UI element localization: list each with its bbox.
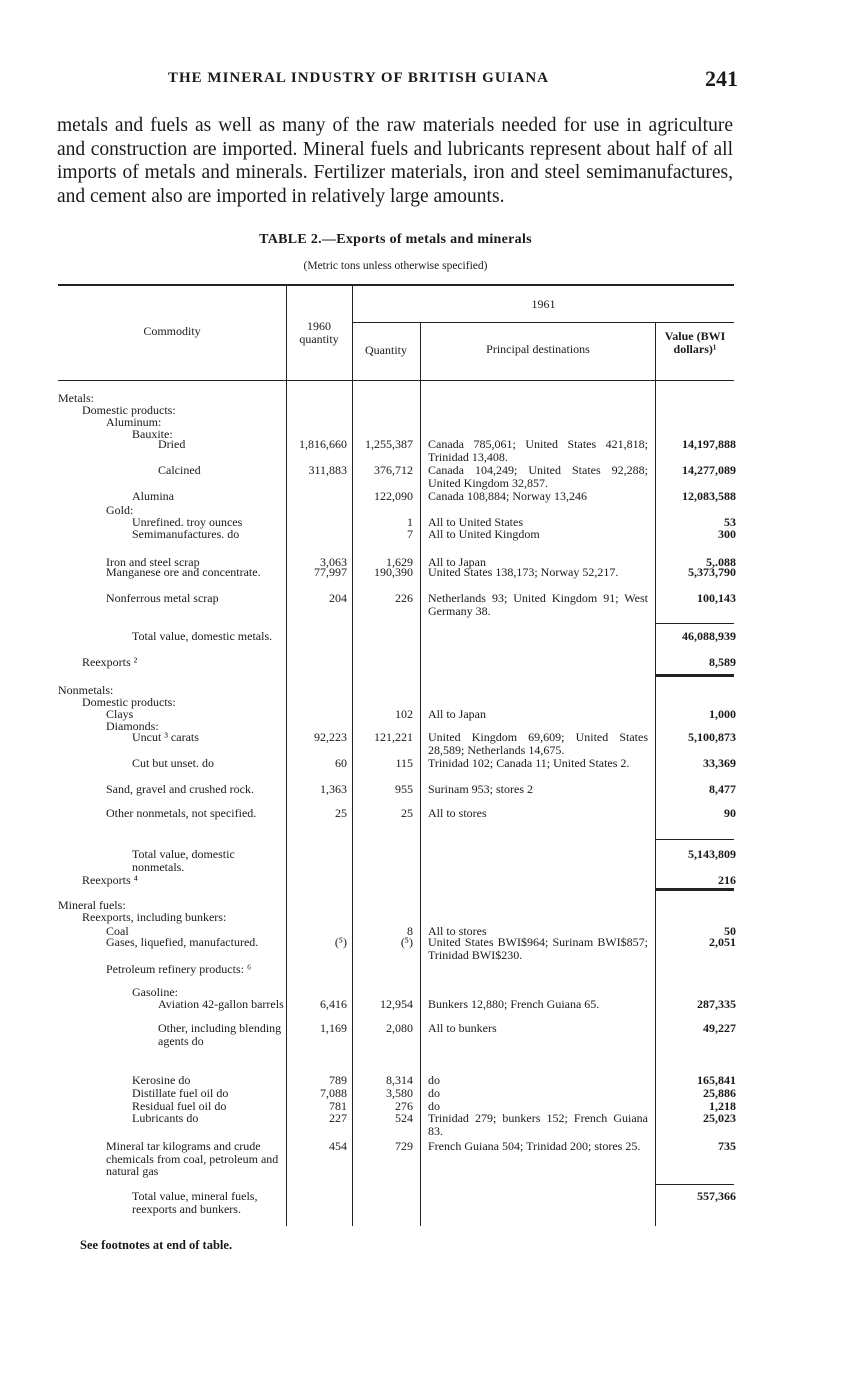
commodity-cell: Distillate fuel oil do xyxy=(132,1086,229,1100)
value-cell: 300 xyxy=(718,527,736,541)
commodity-cell: Gases, liquefied, manufactured. xyxy=(106,935,259,949)
commodity-cell: Coal xyxy=(106,924,129,938)
value-cell: 14,197,888 xyxy=(682,437,736,451)
footnote-reference: See footnotes at end of table. xyxy=(80,1238,233,1252)
destinations-cell: United States BWI$964; Surinam BWI$857; Trinidad BWI$230. xyxy=(428,935,648,962)
quantity-1961-cell: 729 xyxy=(395,1139,413,1153)
commodity-cell: Metals: xyxy=(58,391,94,405)
running-title: THE MINERAL INDUSTRY OF BRITISH GUIANA xyxy=(168,70,550,86)
quantity-1960-cell: 60 xyxy=(335,756,347,770)
commodity-cell: Manganese ore and concentrate. xyxy=(106,565,261,579)
quantity-1961-cell: 115 xyxy=(395,756,413,770)
quantity-1961-cell: 524 xyxy=(395,1111,413,1125)
year-1961-underline xyxy=(353,322,734,323)
commodity-cell: Dried xyxy=(158,437,186,451)
quantity-1960-cell: 311,883 xyxy=(308,463,347,477)
quantity-1960-cell: 3,063 xyxy=(320,555,347,569)
destinations-cell: French Guiana 504; Trinidad 200; stores 25. xyxy=(428,1139,641,1153)
value-cell: 5,.088 xyxy=(706,555,736,569)
commodity-cell: Reexports, including bunkers: xyxy=(82,910,227,924)
value-cell: 8,589 xyxy=(709,655,736,669)
commodity-cell: Bauxite: xyxy=(132,427,173,441)
table-caption: TABLE 2.—Exports of metals and minerals xyxy=(259,232,532,247)
commodity-cell: Gasoline: xyxy=(132,985,178,999)
total-rule xyxy=(656,1184,734,1185)
value-cell: 46,088,939 xyxy=(682,629,736,643)
commodity-cell: Petroleum refinery products: ⁶ xyxy=(106,962,252,976)
value-cell: 1,000 xyxy=(709,707,736,721)
destinations-cell: All to Japan xyxy=(428,555,486,569)
quantity-1961-cell: 226 xyxy=(395,591,413,605)
quantity-1960-cell: 1,169 xyxy=(320,1021,347,1035)
destinations-cell: do xyxy=(428,1086,440,1100)
quantity-1960-cell: 227 xyxy=(329,1111,347,1125)
commodity-cell: Unrefined. troy ounces xyxy=(132,515,243,529)
header-destinations: Principal destinations xyxy=(486,342,590,356)
value-cell: 12,083,588 xyxy=(682,489,736,503)
value-cell: 14,277,089 xyxy=(682,463,736,477)
quantity-1960-cell: 1,363 xyxy=(320,782,347,796)
quantity-1960-cell: 92,223 xyxy=(314,730,347,744)
total-rule xyxy=(656,839,734,840)
value-cell: 50 xyxy=(724,924,736,938)
commodity-cell: Sand, gravel and crushed rock. xyxy=(106,782,254,796)
commodity-cell: Total value, mineral fuels, reexports and bunkers. xyxy=(132,1189,258,1216)
value-cell: 165,841 xyxy=(697,1073,736,1087)
destinations-cell: United Kingdom 69,609; United States 28,589; Netherlands 14,675. xyxy=(428,730,648,757)
destinations-cell: Surinam 953; stores 2 xyxy=(428,782,533,796)
table-top-rule xyxy=(58,284,734,286)
commodity-cell: Nonmetals: xyxy=(58,683,114,697)
commodity-cell: Cut but unset. do xyxy=(132,756,215,770)
quantity-1960-cell: 454 xyxy=(329,1139,347,1153)
header-commodity: Commodity xyxy=(143,324,201,338)
commodity-cell: Mineral fuels: xyxy=(58,898,126,912)
destinations-cell: Bunkers 12,880; French Guiana 65. xyxy=(428,997,600,1011)
quantity-1961-cell: 121,221 xyxy=(374,730,413,744)
value-cell: 2,051 xyxy=(709,935,736,949)
quantity-1961-cell: 12,954 xyxy=(380,997,413,1011)
commodity-cell: Reexports ² xyxy=(82,655,138,669)
value-cell: 735 xyxy=(718,1139,736,1153)
quantity-1961-cell: 190,390 xyxy=(374,565,413,579)
quantity-1961-cell: 25 xyxy=(401,806,413,820)
value-cell: 25,023 xyxy=(703,1111,736,1125)
commodity-cell: Mineral tar kilograms and crude chemicals from coal, petroleum and natural gas xyxy=(106,1139,279,1178)
quantity-1961-cell: 1 xyxy=(407,515,413,529)
commodity-cell: Iron and steel scrap xyxy=(106,555,200,569)
total-rule xyxy=(656,623,734,624)
destinations-cell: Canada 104,249; United States 92,288; United Kingdom 32,857. xyxy=(428,463,648,490)
value-cell: 557,366 xyxy=(697,1189,736,1203)
value-cell: 90 xyxy=(724,806,736,820)
commodity-cell: Alumina xyxy=(132,489,174,503)
commodity-cell: Uncut ³ carats xyxy=(132,730,199,744)
destinations-cell: Trinidad 279; bunkers 152; French Guiana 83. xyxy=(428,1111,648,1138)
commodity-cell: Aviation 42-gallon barrels xyxy=(158,997,284,1011)
commodity-cell: Total value, domestic nonmetals. xyxy=(132,847,235,874)
quantity-1961-cell: 8,314 xyxy=(386,1073,413,1087)
header-1961: 1961 xyxy=(531,297,556,311)
header-bottom-rule xyxy=(58,380,734,381)
commodity-cell: Nonferrous metal scrap xyxy=(106,591,219,605)
quantity-1961-cell: 7 xyxy=(407,527,413,541)
value-cell: 1,218 xyxy=(709,1099,736,1113)
destinations-cell: All to United Kingdom xyxy=(428,527,540,541)
destinations-cell: All to bunkers xyxy=(428,1021,497,1035)
commodity-cell: Semimanufactures. do xyxy=(132,527,240,541)
header-1960-quantity: 1960 quantity xyxy=(299,319,339,346)
destinations-cell: All to stores xyxy=(428,924,487,938)
quantity-1961-cell: 276 xyxy=(395,1099,413,1113)
commodity-cell: Lubricants do xyxy=(132,1111,199,1125)
quantity-1961-cell: 102 xyxy=(395,707,413,721)
value-cell: 49,227 xyxy=(703,1021,736,1035)
commodity-cell: Calcined xyxy=(158,463,201,477)
table-subcaption: (Metric tons unless otherwise specified) xyxy=(303,260,488,272)
value-cell: 8,477 xyxy=(709,782,736,796)
commodity-cell: Total value, domestic metals. xyxy=(132,629,273,643)
value-cell: 25,886 xyxy=(703,1086,736,1100)
quantity-1961-cell: 8 xyxy=(407,924,413,938)
quantity-1960-cell: 7,088 xyxy=(320,1086,347,1100)
commodity-cell: Reexports ⁴ xyxy=(82,873,138,887)
quantity-1960-cell: 25 xyxy=(335,806,347,820)
quantity-1961-cell: 3,580 xyxy=(386,1086,413,1100)
commodity-cell: Other, including blending agents do xyxy=(158,1021,282,1048)
quantity-1961-cell: 955 xyxy=(395,782,413,796)
commodity-cell: Gold: xyxy=(106,503,134,517)
column-divider xyxy=(420,322,421,1226)
header-quantity: Quantity xyxy=(365,343,407,357)
commodity-cell: Kerosine do xyxy=(132,1073,191,1087)
destinations-cell: All to stores xyxy=(428,806,487,820)
value-cell: 287,335 xyxy=(697,997,736,1011)
quantity-1961-cell: 376,712 xyxy=(374,463,413,477)
commodity-cell: Diamonds: xyxy=(106,719,159,733)
quantity-1961-cell: 1,255,387 xyxy=(365,437,413,451)
quantity-1961-cell: (⁵) xyxy=(400,935,413,949)
destinations-cell: Netherlands 93; United Kingdom 91; West Germany 38. xyxy=(428,591,648,618)
commodity-cell: Clays xyxy=(106,707,134,721)
commodity-cell: Other nonmetals, not specified. xyxy=(106,806,257,820)
commodity-cell: Aluminum: xyxy=(106,415,162,429)
destinations-cell: Canada 785,061; United States 421,818; Trinidad 13,408. xyxy=(428,437,648,464)
commodity-cell: Residual fuel oil do xyxy=(132,1099,227,1113)
page-header xyxy=(58,66,738,96)
value-cell: 33,369 xyxy=(703,756,736,770)
value-cell: 5,143,809 xyxy=(688,847,736,861)
destinations-cell: United States 138,173; Norway 52,217. xyxy=(428,565,619,579)
quantity-1960-cell: 1,816,660 xyxy=(299,437,347,451)
quantity-1960-cell: (⁵) xyxy=(334,935,347,949)
destinations-cell: All to Japan xyxy=(428,707,486,721)
total-rule xyxy=(656,888,734,891)
commodity-cell: Domestic products: xyxy=(82,695,176,709)
destinations-cell: do xyxy=(428,1099,440,1113)
value-cell: 100,143 xyxy=(697,591,736,605)
destinations-cell: do xyxy=(428,1073,440,1087)
quantity-1961-cell: 2,080 xyxy=(386,1021,413,1035)
destinations-cell: All to United States xyxy=(428,515,523,529)
destinations-cell: Trinidad 102; Canada 11; United States 2. xyxy=(428,756,630,770)
column-divider xyxy=(655,322,656,1226)
header-value: Value (BWI dollars)¹ xyxy=(664,329,726,356)
total-rule xyxy=(656,674,734,677)
commodity-cell: Domestic products: xyxy=(82,403,176,417)
value-cell: 216 xyxy=(718,873,736,887)
intro-paragraph: metals and fuels as well as many of the raw materials needed for use in agriculture and construction are imported. Mineral fuels and lubricants represent about half of all imports of metals and minerals. Fertilizer materials, iron and steel semimanufactures, and cement also are imported in relatively large amounts. xyxy=(57,115,733,207)
value-cell: 5,373,790 xyxy=(688,565,736,579)
quantity-1961-cell: 122,090 xyxy=(374,489,413,503)
value-cell: 53 xyxy=(724,515,736,529)
quantity-1960-cell: 77,997 xyxy=(314,565,347,579)
quantity-1960-cell: 6,416 xyxy=(320,997,347,1011)
quantity-1960-cell: 781 xyxy=(329,1099,347,1113)
value-cell: 5,100,873 xyxy=(688,730,736,744)
quantity-1960-cell: 789 xyxy=(329,1073,347,1087)
quantity-1961-cell: 1,629 xyxy=(386,555,413,569)
page-number: 241 xyxy=(705,66,738,91)
quantity-1960-cell: 204 xyxy=(329,591,347,605)
destinations-cell: Canada 108,884; Norway 13,246 xyxy=(428,489,587,503)
